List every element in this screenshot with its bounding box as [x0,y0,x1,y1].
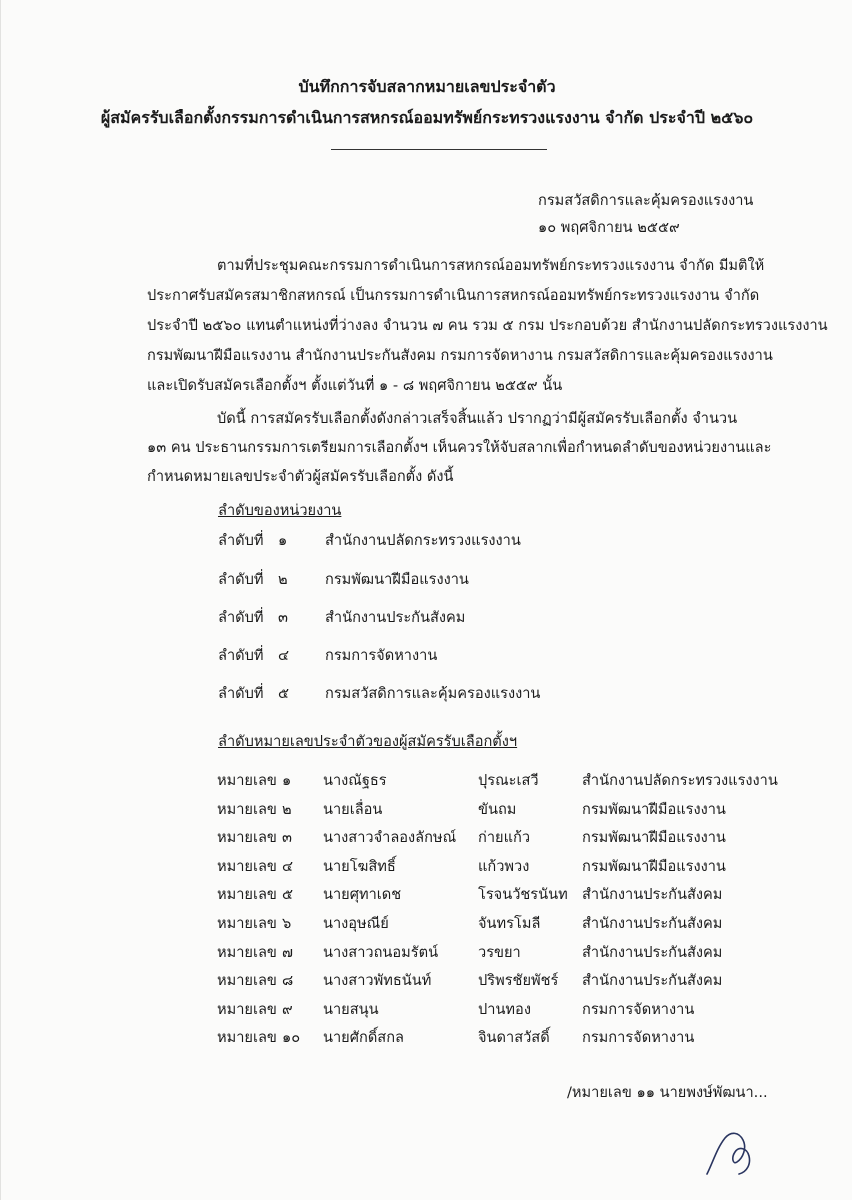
candidate-first-name: นางสาวพัทธนันท์ [323,972,432,990]
candidate-department: สำนักงานประกันสังคม [582,972,723,990]
candidate-number-label: หมายเลข [217,915,277,932]
rank-label: ลำดับที่ [218,609,264,626]
paragraph2-line: บัดนี้ การสมัครรับเลือกตั้งดังกล่าวเสร็จสิ้นแล้ว ปรากฏว่ามีผู้สมัครรับเลือกตั้ง จำนวน [217,410,738,427]
candidate-number-label: หมายเลข [217,1000,277,1018]
rank-agency: สำนักงานประกันสังคม [325,609,466,626]
candidate-first-name: นางสาวถนอมรัตน์ [323,943,439,961]
candidate-number: ๖ [282,915,292,932]
candidate-department: สำนักงานปลัดกระทรวงแรงงาน [582,772,778,789]
agency-order-heading: ลำดับของหน่วยงาน [218,502,342,519]
candidate-number: ๒ [282,800,292,818]
rank-number: ๔ [278,647,290,664]
paragraph2-line: ๑๓ คน ประธานกรรมการเตรียมการเลือกตั้งฯ เห็นควรให้จับสลากเพื่อกำหนดลำดับของหน่วยงานและ [147,439,772,456]
candidate-department: กรมพัฒนาฝีมือแรงงาน [582,857,726,875]
candidate-number: ๘ [282,972,294,990]
sender-organization: กรมสวัสดิการและคุ้มครองแรงงาน [538,192,754,209]
candidate-last-name: แก้วพวง [478,857,530,875]
candidate-last-name: จินดาสวัสดิ์ [478,1029,550,1047]
candidate-number: ๔ [282,857,294,875]
paragraph2-line: กำหนดหมายเลขประจำตัวผู้สมัครรับเลือกตั้ง ดังนี้ [147,468,454,485]
rank-agency: กรมการจัดหางาน [325,647,438,664]
rank-label: ลำดับที่ [218,685,264,702]
candidate-first-name: นายโฆสิทธิ์ [323,857,396,875]
rank-agency: กรมพัฒนาฝีมือแรงงาน [325,571,469,588]
candidate-number-label: หมายเลข [217,829,277,847]
signature-mark [703,1128,759,1180]
candidate-department: สำนักงานประกันสังคม [582,915,723,932]
candidate-first-name: นายสนุน [323,1000,379,1018]
title-divider [331,149,547,150]
rank-number: ๑ [278,532,288,549]
candidate-number: ๕ [282,886,294,904]
paragraph1-line: ประจำปี ๒๕๖๐ แทนตำแหน่งที่ว่างลง จำนวน ๗ คน รวม ๕ กรม ประกอบด้วย สำนักงานปลัดกระทรวงแรงงาน [147,317,828,334]
rank-label: ลำดับที่ [218,647,264,664]
candidate-last-name: ปริพรชัยพัชร์ [478,972,559,990]
candidate-first-name: นางณัฐธร [323,772,387,789]
candidate-department: สำนักงานประกันสังคม [582,886,723,904]
candidate-first-name: นางสาวจำลองลักษณ์ [323,829,457,847]
candidate-last-name: จันทรโมลี [478,915,541,932]
rank-agency: สำนักงานปลัดกระทรวงแรงงาน [325,532,521,549]
candidate-number-label: หมายเลข [217,972,277,990]
candidate-number: ๑๐ [282,1029,301,1047]
document-title: บันทึกการจับสลากหมายเลขประจำตัว [298,77,556,96]
candidate-last-name: วรขยา [478,943,521,961]
document-date: ๑๐ พฤศจิกายน ๒๕๕๙ [538,219,680,236]
candidate-number-label: หมายเลข [217,943,277,961]
candidate-last-name: ก่ายแก้ว [478,829,531,847]
candidate-first-name: นายเลื่อน [323,800,383,818]
candidate-department: กรมพัฒนาฝีมือแรงงาน [582,829,726,847]
candidate-number: ๑ [282,772,292,789]
document-subtitle: ผู้สมัครรับเลือกตั้งกรรมการดำเนินการสหกรณ์ออมทรัพย์กระทรวงแรงงาน จำกัด ประจำปี ๒๕๖๐ [100,108,754,127]
rank-label: ลำดับที่ [218,571,264,588]
candidate-department: สำนักงานประกันสังคม [582,943,723,961]
candidate-last-name: ปานทอง [478,1000,531,1018]
candidate-number-label: หมายเลข [217,772,277,789]
candidate-number-label: หมายเลข [217,857,277,875]
candidate-number-label: หมายเลข [217,1029,277,1047]
candidate-number: ๙ [282,1000,293,1018]
candidate-last-name: ขันถม [478,800,517,818]
paragraph1-line: ตามที่ประชุมคณะกรรมการดำเนินการสหกรณ์ออมทรัพย์กระทรวงแรงงาน จำกัด มีมติให้ [217,257,765,274]
continuation-note: /หมายเลข ๑๑ นายพงษ์พัฒนา... [567,1084,768,1101]
candidate-last-name: ปุรณะเสวี [478,772,539,789]
candidate-last-name: โรจนวัชรนันท [478,886,568,904]
candidate-department: กรมการจัดหางาน [582,1029,695,1047]
rank-number: ๒ [278,571,288,588]
candidate-department: กรมพัฒนาฝีมือแรงงาน [582,800,726,818]
candidate-first-name: นายศุทาเดช [323,886,402,904]
candidate-number: ๗ [282,943,293,961]
rank-agency: กรมสวัสดิการและคุ้มครองแรงงาน [325,685,541,702]
rank-number: ๓ [278,609,288,626]
rank-number: ๕ [278,685,290,702]
candidate-number-label: หมายเลข [217,886,277,904]
candidate-first-name: นายศักดิ์สกล [323,1029,404,1047]
candidate-number-label: หมายเลข [217,800,277,818]
candidate-department: กรมการจัดหางาน [582,1000,695,1018]
candidate-first-name: นางอุษณีย์ [323,915,389,932]
paragraph1-line: และเปิดรับสมัครเลือกตั้งฯ ตั้งแต่วันที่ ๑ - ๘ พฤศจิกายน ๒๕๕๙ นั้น [147,377,563,394]
rank-label: ลำดับที่ [218,532,264,549]
candidate-number: ๓ [282,829,292,847]
candidates-heading: ลำดับหมายเลขประจำตัวของผู้สมัครรับเลือกตั้งฯ [218,733,518,750]
paragraph1-line: ประกาศรับสมัครสมาชิกสหกรณ์ เป็นกรรมการดำเนินการสหกรณ์ออมทรัพย์กระทรวงแรงงาน จำกัด [147,287,760,304]
paragraph1-line: กรมพัฒนาฝีมือแรงงาน สำนักงานประกันสังคม กรมการจัดหางาน กรมสวัสดิการและคุ้มครองแรงงาน [147,347,773,364]
